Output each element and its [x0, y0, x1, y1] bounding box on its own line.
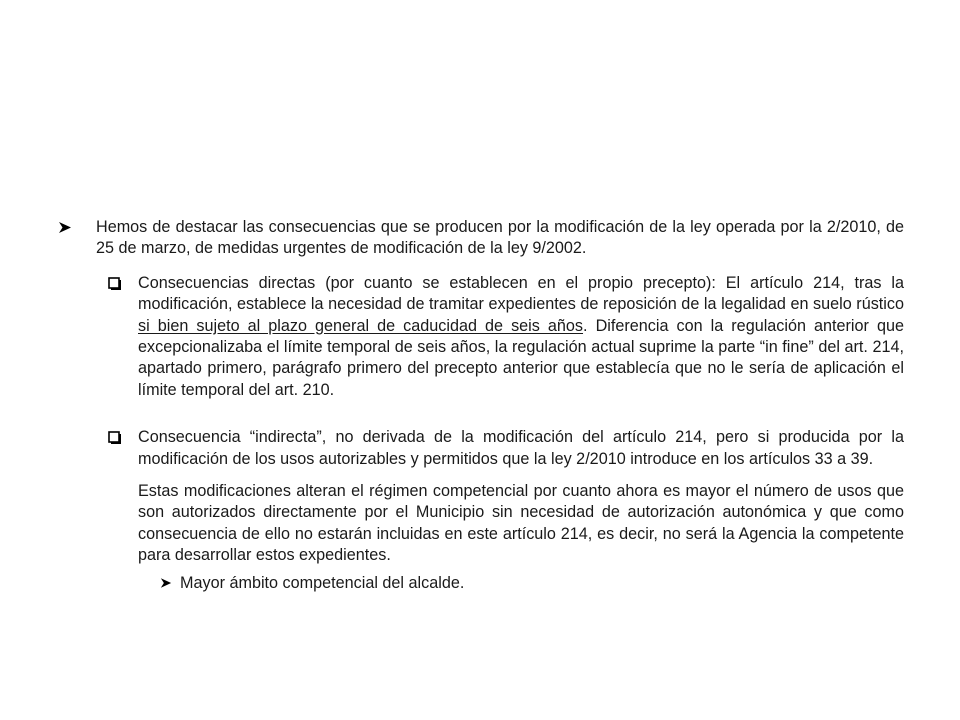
- checkbox-bullet-icon: [108, 427, 124, 445]
- indirect-consequence-text: Consecuencia “indirecta”, no derivada de la modificación del artículo 214, pero si producida por la modificación de los usos autorizables y permitidos que la ley 2/2010 introduce en los artículos 33 a 39.: [138, 428, 904, 468]
- sub-point-text: Mayor ámbito competencial del alcalde.: [180, 573, 465, 592]
- bullet-indirect-consequence: [108, 427, 904, 470]
- direct-text-part1: Consecuencias directas (por cuanto se establecen en el propio precepto): El artículo 214, tras la modificación, establece la necesidad de tramitar expedientes de reposición de la legalidad en suelo rústico: [138, 273, 904, 314]
- checkbox-bullet-icon: [108, 273, 124, 291]
- bullet-intro: [58, 217, 904, 260]
- bullet-direct-consequences: [108, 273, 904, 401]
- slide-content: [58, 217, 904, 594]
- bullet-sub-point: [160, 573, 904, 594]
- direct-underlined-phrase: si bien sujeto al plazo general de caducidad de seis años: [138, 316, 584, 335]
- intro-text: Hemos de destacar las consecuencias que se producen por la modificación de la ley operada por la 2/2010, de 25 de marzo, de medidas urgentes de modificación de la ley 9/2002.: [96, 218, 904, 258]
- arrowhead-bullet-icon: [58, 217, 74, 234]
- explanation-paragraph: Estas modificaciones alteran el régimen competencial por cuanto ahora es mayor el número de usos que son autorizados directamente por el Municipio sin necesidad de autorización autonómica y que como consecuencia de ello no estarán incluidas en este artículo 214, es decir, no será la Agencia la competente para desarrollar estos expedientes.: [138, 482, 904, 565]
- arrowhead-bullet-icon: [160, 573, 172, 589]
- direct-consequences-text: [138, 273, 904, 401]
- direct-text-part2: . Diferencia con la regulación anterior que excepcionalizaba el límite temporal de seis años, la regulación actual suprime la parte “in fine” del art. 214, apartado primero, parágrafo primero del precepto anterior que establecía que no le sería de aplicación el límite temporal del art. 210.: [138, 316, 904, 399]
